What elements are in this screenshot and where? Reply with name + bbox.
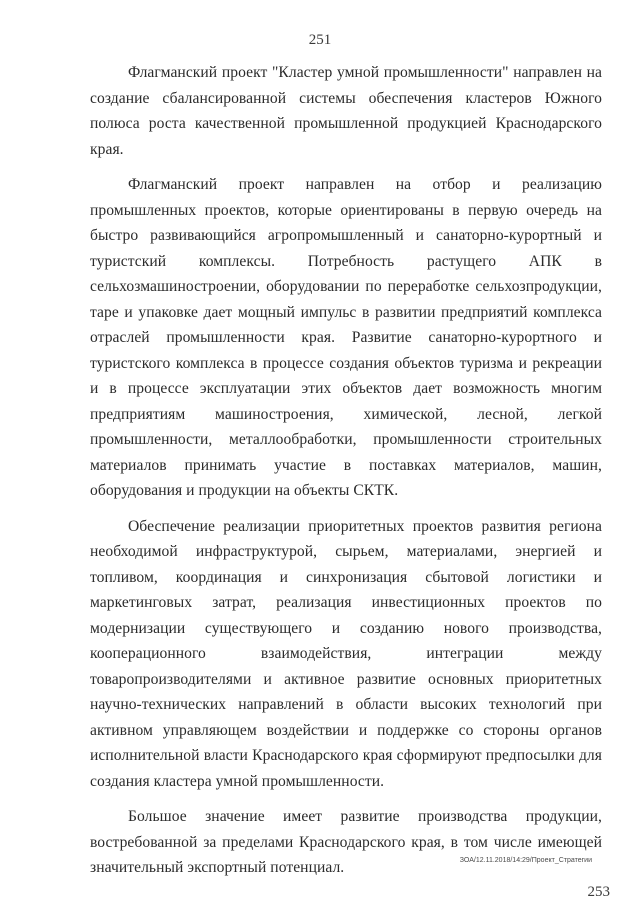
page-number: 251 bbox=[308, 32, 332, 48]
footer-file-note: ЗОА/12.11.2018/14:29/Проект_Стратегии bbox=[459, 857, 592, 864]
document-body bbox=[90, 60, 602, 891]
paragraph: Большое значение имеет развитие производства продукции, востребованной за пределами Краснодарского края, в том числе имеющей значительный экспортный потенциал. bbox=[90, 808, 602, 876]
paragraph: Обеспечение реализации приоритетных проектов развития региона необходимой инфраструктурой, сырьем, материалами, энергией и топливом, координация и синхронизация сбытовой логистики и маркетинговых затрат, реализация инвестиционных проектов по модернизации существующего и созданию нового производства, кооперационного взаимодействия, интеграции между товаропроизводителями и активное развитие основных приоритетных научно-технических направлений в области высоких технологий при активном управляющем воздействии и поддержке со стороны органов исполнительной власти Краснодарского края сформируют предпосылки для создания кластера умной промышленности. bbox=[90, 517, 602, 790]
paragraph: Флагманский проект направлен на отбор и реализацию промышленных проектов, которые ориентированы в первую очередь на быстро развивающийся агропромышленный и санаторно-курортный и туристский комплексы. Потребность растущего АПК в сельхозмашиностроении, оборудовании по переработке сельхозпродукции, таре и упаковке дает мощный импульс в развитии предприятий комплекса отраслей промышленности края. Развитие санаторно-курортного и туристского комплекса в процессе создания объектов туризма и рекреации и в процессе эксплуатации этих объектов дает возможность многим предприятиям машиностроения, химической, лесной, легкой промышленности, металлообработки, промышленности строительных материалов принимать участие в поставках материалов, машин, оборудования и продукции на объекты СКТК. bbox=[90, 176, 602, 499]
corner-page-number: 253 bbox=[587, 884, 610, 900]
paragraph: Флагманский проект "Кластер умной промышленности" направлен на создание сбалансированной системы обеспечения кластеров Южного полюса роста качественной промышленной продукцией Краснодарского края. bbox=[90, 64, 602, 158]
